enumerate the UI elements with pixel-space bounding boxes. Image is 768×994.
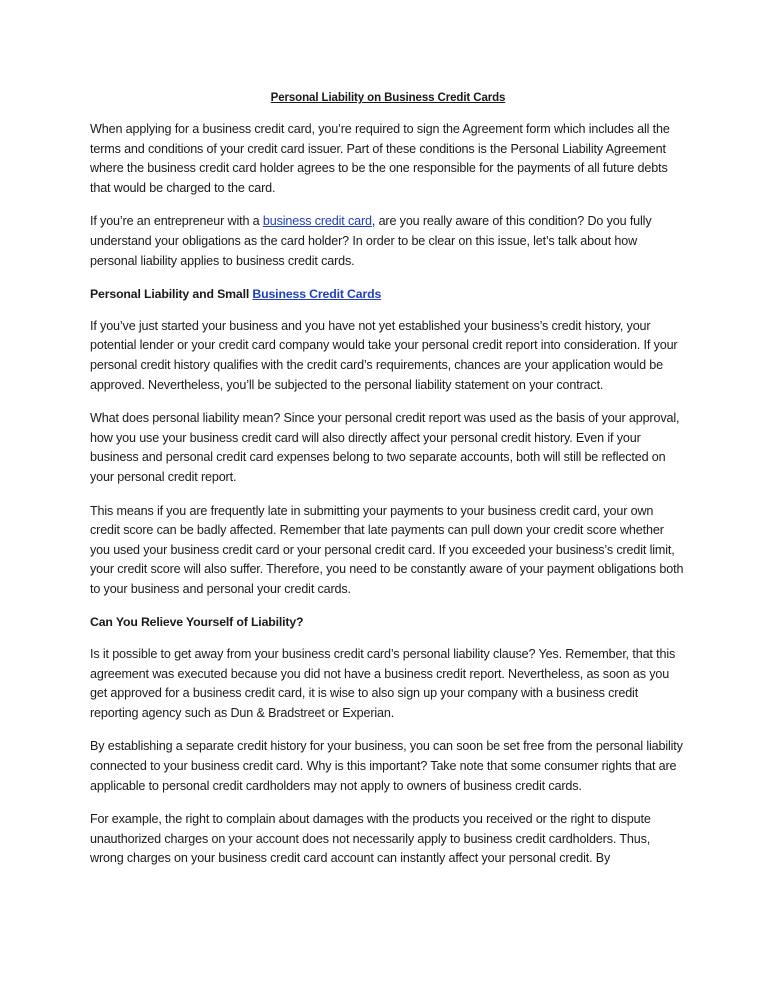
paragraph-new-business: If you’ve just started your business and you have not yet established your business’s credit history, your potential lender or your credit card company would take your personal credit report into consideration. If your personal credit history qualifies with the credit card’s requirements, chances are your application would be approved. Nevertheless, you’ll be subjected to the personal liability statement on your contract. [90,318,678,392]
paragraph-agreement: When applying for a business credit card, you’re required to sign the Agreement form which includes all the terms and conditions of your credit card issuer. Part of these conditions is the Personal Liability Agreement where the business credit card holder agrees to be the one responsible for the payments of all future debts that would be charged to the card. [90,122,670,195]
paragraph-entrepreneur-text-start: If you’re an entrepreneur with a [90,214,263,229]
paragraph-late-payments: This means if you are frequently late in submitting your payments to your business credit card, your own credit score can be badly affected. Remember that late payments can pull down your credit score whether you used your business credit card or your personal credit card. If you exceeded your business’s credit limit, your credit score will also suffer. Therefore, you need to be constantly aware of your payment obligations both to your business and personal your credit cards. [90,503,684,596]
document-title: Personal Liability on Business Credit Cards [270,92,506,104]
paragraph-separate-credit-history: By establishing a separate credit history for your business, you can soon be set free from the personal liability connected to your business credit card. Why is this important? Take note that some consumer rights that are applicable to personal credit cardholders may not apply to owners of business credit cards. [90,739,683,793]
document-page [90,90,686,883]
paragraph-personal-liability-meaning: What does personal liability mean? Since your personal credit report was used as the basis of your approval, how you use your business credit card will also directly affect your personal credit history. Even if your business and personal credit card expenses belong to two separate accounts, both will still be reflected on your personal credit report. [90,411,680,484]
section-heading-small-business [90,285,686,305]
section-heading-small-business-text: Personal Liability and Small [90,287,253,302]
business-credit-card-link[interactable]: business credit card [262,214,372,229]
paragraph-entrepreneur-text-end: , are you really aware of this condition? Do you fully understand your obligations as the card holder? In order to be clear on this issue, let’s talk about how personal liability applies to business credit cards. [90,214,652,268]
business-credit-cards-link[interactable]: Business Credit Cards [252,287,382,302]
section-heading-relieve-liability: Can You Relieve Yourself of Liability? [90,615,304,630]
paragraph-example-rights: For example, the right to complain about damages with the products you received or the right to dispute unauthorized charges on your account does not necessarily apply to business credit cardholders. Thus, wrong charges on your business credit card account can instantly affect your personal credit. By [90,812,651,866]
paragraph-liability-clause: Is it possible to get away from your business credit card’s personal liability clause? Yes. Remember, that this agreement was executed because you did not have a business credit report. Nevertheless, as soon as you get approved for a business credit card, it is wise to also sign up your company with a business credit reporting agency such as Dun & Bradstreet or Experian. [90,647,676,720]
paragraph-entrepreneur [90,212,686,271]
